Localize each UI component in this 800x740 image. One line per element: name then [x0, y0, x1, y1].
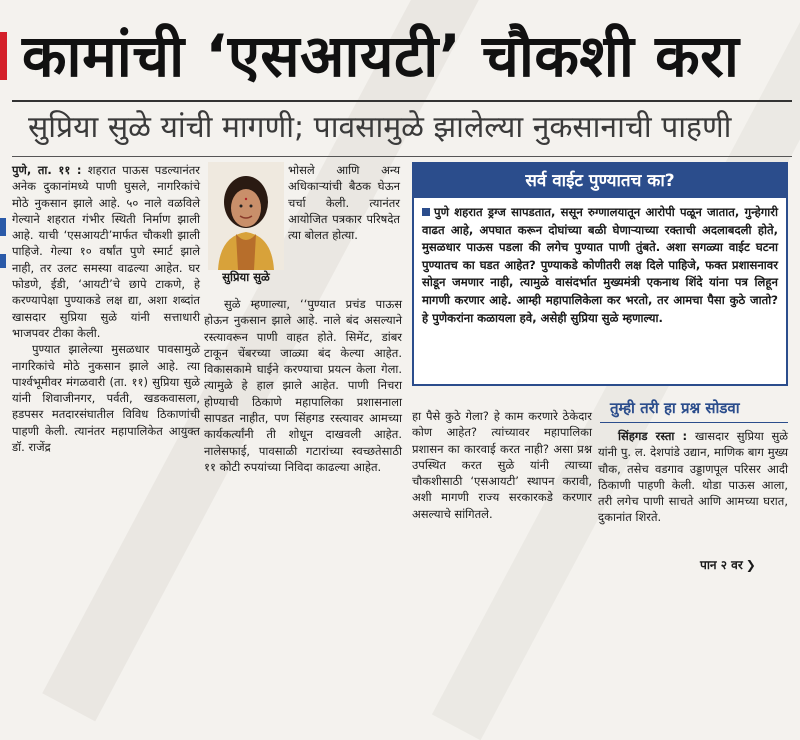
- divider: [12, 156, 792, 157]
- photo-caption: सुप्रिया सुळे: [222, 270, 270, 284]
- article-paragraph: सुळे म्हणाल्या, ‘‘पुण्यात प्रचंड पाऊस होऊन नुकसान झाले आहे. नाले बंद असल्याने रस्त्यावरून पाणी वाहत होते. सिमेंट, डांबर टाकून चेंबरच्या जाळ्या बंद केल्या आहेत. विकासकामे घाईने करण्याचा प्रयत्न केला गेला. त्यामुळे हे हाल झाले आहेत. पाणी निचरा होण्याची ठिकाणे महापालिका प्रशासनाला सापडत नाहीत, पण सिंहगड रस्त्यावर आमच्या कार्यकर्त्यांनी ती शोधून दाखवली आहेत. नालेसफाई, पावसाळी गटारांच्या स्वच्छतेसाठी ११ कोटी रुपयांच्या निविदा काढल्या आहेत.: [204, 297, 402, 474]
- dateline: सिंहगड रस्ता :: [618, 429, 688, 443]
- article-column-mid: [204, 296, 402, 475]
- box-body: [414, 198, 786, 333]
- headline: कामांची ‘एसआयटी’ चौकशी करा: [22, 22, 740, 90]
- bullet-square-icon: [422, 208, 430, 216]
- article-column-right: [412, 408, 592, 522]
- sidebar-heading: तुम्ही तरी हा प्रश्न सोडवा: [610, 399, 740, 417]
- box-title: सर्व वाईट पुण्यातच का?: [414, 164, 786, 198]
- article-paragraph: शहरात पाऊस पडल्यानंतर अनेक दुकानांमध्ये पाणी घुसले, नागरिकांचे मोठे नुकसान झाले आहे. ५० नाले वळविले गेल्याने शहरात गंभीर स्थिती निर्माण झाली आहे. याची ‘एसआयटी’मार्फत चौकशी झाली पाहिजे. गेल्या १० वर्षांत पुणे स्मार्ट झाले नाही, तर उलट समस्या वाढल्या आहेत. घर फोडणे, ईडी, ‘आयटी’चे छापे टाकणे, हे करण्यापेक्षा पुण्याकडे लक्ष द्या, अशा शब्दांत खासदार सुप्रिया सुळे यांनी सत्ताधारी भाजपवर टीका केली.: [12, 163, 201, 340]
- subheadline: सुप्रिया सुळे यांची मागणी; पावसामुळे झालेल्या नुकसानाची पाहणी: [28, 110, 732, 145]
- sidebar-column: [598, 428, 788, 526]
- article-paragraph: पुण्यात झालेल्या मुसळधार पावसामुळे नागरिकांचे मोठे नुकसान झाले आहे. त्या पार्श्वभूमीवर मंगळवारी (ता. ११) सुप्रिया सुळे यांनी शिवाजीनगर, पर्वती, खडकवासला, हडपसर मतदारसंघातील विविध ठिकाणांची पाहणी केली. त्यानंतर महापालिकेत आयुक्त डॉ. राजेंद्र: [12, 342, 200, 455]
- highlight-box: [412, 162, 788, 386]
- divider: [600, 422, 788, 423]
- divider: [12, 100, 792, 102]
- dateline: पुणे, ता. ११ :: [12, 163, 82, 177]
- portrait-photo: [208, 162, 284, 270]
- margin-color-strip: [0, 32, 7, 80]
- chevron-right-icon: ❯: [745, 558, 756, 572]
- article-column-left: [12, 162, 200, 455]
- continued-link[interactable]: [700, 556, 756, 573]
- box-text: पुणे शहरात ड्रग्ज सापडतात, ससून रुग्णालयातून आरोपी पळून जातात, गुन्हेगारी वाढत आहे, अपघात करून दोघांच्या बळी घेणाऱ्याच्या रक्ताची अदलाबदली होते, मुसळधार पाऊस पडला की लगेच पुण्यात पाणी तुंबते. अशा सगळ्या वाईट घटना पुण्यातच का घडत आहेत? पुण्याकडे कोणीतरी लक्ष दिले पाहिजे, फक्त प्रशासनावर सोडून जमणार नाही, त्यामुळे वासंदर्भात मुख्यमंत्री एकनाथ शिंदे यांना पत्र लिहून मागणी करणार आहे. आम्ही महापालिकेला कर भरतो, तर आमचा पैसा कुठे जातो? हे पुणेकरांना कळायला हवे, असेही सुप्रिया सुळे म्हणाल्या.: [422, 205, 778, 325]
- continued-label: पान २ वर: [700, 558, 743, 572]
- sidebar-text: खासदार सुप्रिया सुळे यांनी पु. ल. देशपांडे उद्यान, माणिक बाग मुख्य चौक, तसेच वडगाव उड्डाणपूल परिसर आदी ठिकाणी पाहणी केली. थोडा पाऊस आला, तरी लगेच पाणी साचते आणि आमच्या घरात, दुकानांत शिरते.: [598, 429, 789, 525]
- margin-color-strip: [0, 218, 6, 236]
- article-column-mid-top: [288, 162, 400, 243]
- article-paragraph: भोसले आणि अन्य अधिकाऱ्यांची बैठक घेऊन चर्चा केली. त्यानंतर आयोजित पत्रकार परिषदेत त्या बोलत होत्या.: [288, 163, 400, 243]
- article-paragraph: हा पैसे कुठे गेला? हे काम करणारे ठेकेदार कोण आहेत? त्यांच्यावर महापालिका प्रशासन का कारवाई करत नाही? असा प्रश्न उपस्थित करत सुळे यांनी त्याच्या चौकशीसाठी ‘एसआयटी’ स्थापन करावी, अशी मागणी राज्य सरकारकडे करणार असल्याचे सांगितले.: [412, 409, 592, 521]
- margin-color-strip: [0, 254, 6, 268]
